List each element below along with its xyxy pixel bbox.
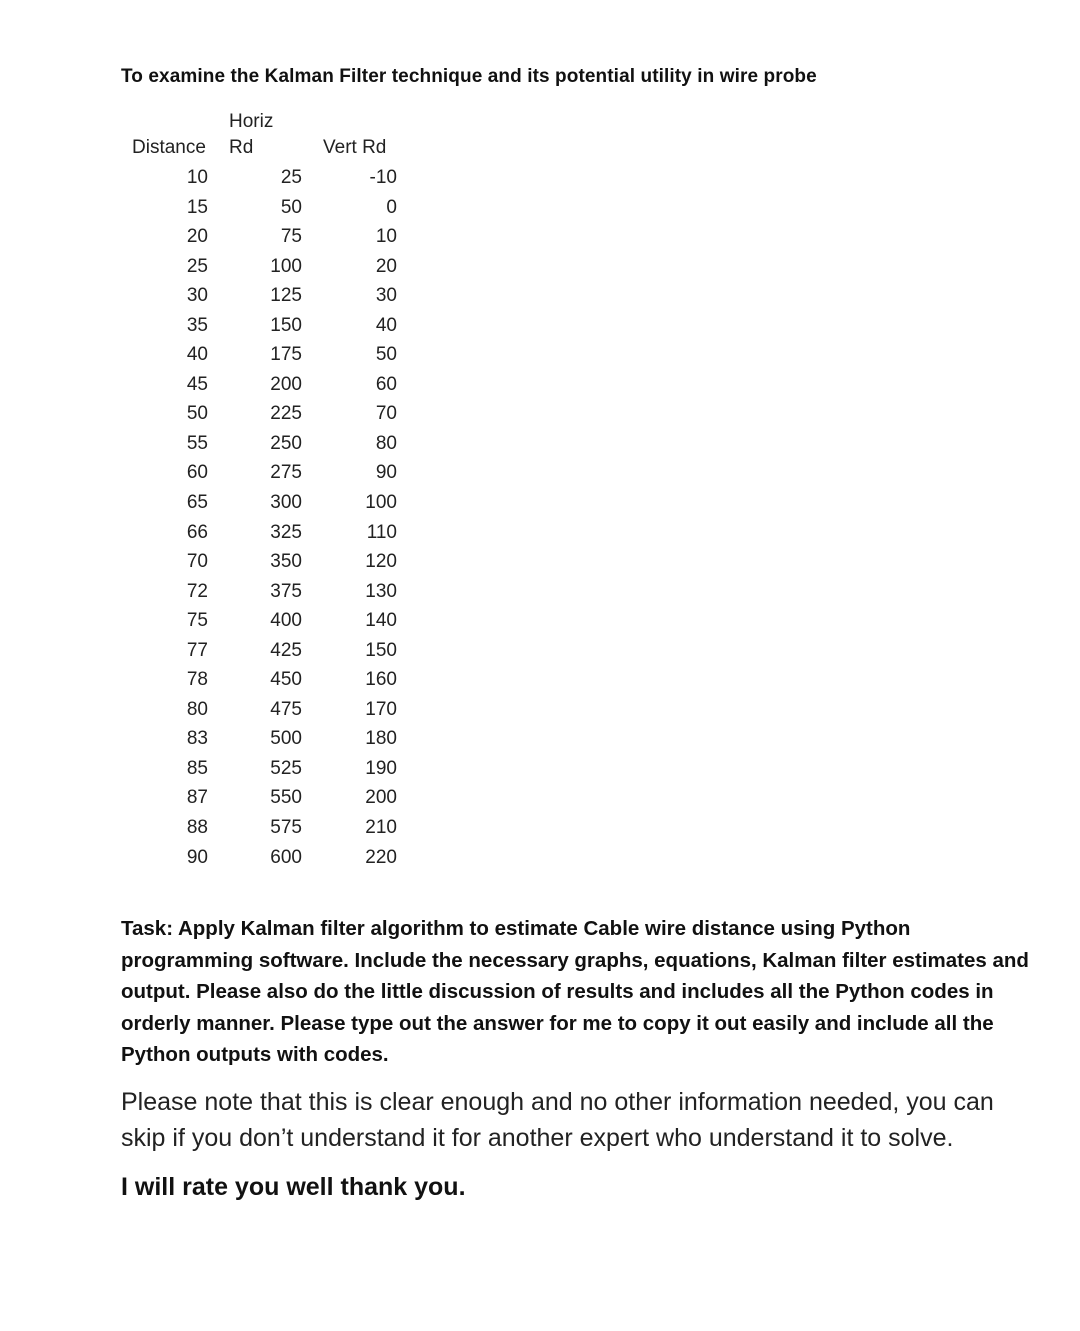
table-row (0, 696, 460, 726)
table-row (0, 666, 460, 696)
distance-cell: 75 (186, 610, 208, 632)
distance-cell: 85 (186, 757, 208, 779)
table-row (0, 371, 460, 401)
table-row (0, 519, 460, 549)
distance-cell: 66 (186, 521, 208, 543)
vert-rd-cell: 10 (375, 226, 397, 248)
horiz-rd-cell: 425 (270, 639, 302, 661)
horiz-rd-cell: 475 (270, 698, 302, 720)
vert-rd-cell: 130 (365, 580, 397, 602)
vert-rd-cell: 70 (375, 403, 397, 425)
table-row (0, 223, 460, 253)
vert-rd-cell: 80 (375, 432, 397, 454)
distance-cell: 80 (186, 698, 208, 720)
vert-rd-cell: 60 (375, 373, 397, 395)
distance-cell: 35 (186, 314, 208, 336)
distance-cell: 50 (186, 403, 208, 425)
vert-rd-cell: 110 (366, 521, 397, 543)
horiz-rd-cell: 600 (270, 846, 302, 868)
header-distance: Distance (132, 137, 206, 158)
distance-cell: 87 (186, 787, 208, 809)
distance-cell: 60 (186, 462, 208, 484)
vert-rd-cell: -10 (369, 167, 397, 188)
vert-rd-cell: 140 (365, 610, 397, 632)
distance-cell: 70 (186, 551, 208, 573)
distance-cell: 83 (186, 728, 208, 750)
distance-cell: 72 (186, 580, 208, 602)
horiz-rd-cell: 375 (270, 580, 302, 602)
table-row (0, 814, 460, 844)
horiz-rd-cell: 525 (270, 757, 302, 779)
table-row (0, 755, 460, 785)
distance-cell: 30 (186, 285, 208, 307)
table-row (0, 725, 460, 755)
horiz-rd-cell: 125 (270, 285, 302, 307)
table-row (0, 164, 460, 194)
horiz-rd-cell: 250 (270, 432, 302, 454)
vert-rd-cell: 40 (375, 314, 397, 336)
vert-rd-cell: 200 (365, 787, 397, 809)
header-horiz-line1: Horiz (229, 111, 274, 132)
distance-cell: 90 (186, 846, 208, 868)
vert-rd-cell: 160 (365, 669, 397, 691)
vert-rd-cell: 210 (365, 817, 397, 839)
horiz-rd-cell: 300 (270, 492, 302, 514)
horiz-rd-cell: 25 (280, 167, 302, 188)
vert-rd-cell: 100 (365, 492, 397, 514)
distance-cell: 10 (186, 167, 208, 188)
vert-rd-cell: 150 (365, 639, 397, 661)
table-row (0, 784, 460, 814)
horiz-rd-cell: 225 (270, 403, 302, 425)
header-horiz-line2: Rd (229, 137, 254, 158)
distance-cell: 40 (186, 344, 208, 366)
header-vert: Vert Rd (323, 137, 387, 158)
distance-cell: 20 (186, 226, 208, 248)
horiz-rd-cell: 50 (280, 196, 302, 218)
closing-text: I will rate you well thank you. (121, 1173, 466, 1201)
vert-rd-cell: 120 (365, 551, 397, 573)
table-row (0, 844, 460, 874)
table-row (0, 489, 460, 519)
horiz-rd-cell: 550 (270, 787, 302, 809)
vert-rd-cell: 220 (365, 846, 397, 868)
vert-rd-cell: 170 (365, 698, 397, 720)
horiz-rd-cell: 75 (280, 226, 302, 248)
table-row (0, 430, 460, 460)
table-row (0, 637, 460, 667)
distance-cell: 77 (186, 639, 208, 661)
vert-rd-cell: 0 (386, 196, 397, 218)
horiz-rd-cell: 175 (270, 344, 302, 366)
horiz-rd-cell: 575 (270, 817, 302, 839)
vert-rd-cell: 90 (375, 462, 397, 484)
vert-rd-cell: 180 (365, 728, 397, 750)
horiz-rd-cell: 275 (270, 462, 302, 484)
horiz-rd-cell: 350 (270, 551, 302, 573)
horiz-rd-cell: 200 (270, 373, 302, 395)
table-row (0, 282, 460, 312)
horiz-rd-cell: 500 (270, 728, 302, 750)
table-row (0, 459, 460, 489)
table-row (0, 194, 460, 224)
horiz-rd-cell: 400 (270, 610, 302, 632)
horiz-rd-cell: 150 (270, 314, 302, 336)
vert-rd-cell: 20 (375, 255, 397, 277)
table-row (0, 341, 460, 371)
horiz-rd-cell: 100 (270, 255, 302, 277)
note-text: Please note that this is clear enough and no other information needed, you can skip if you don’t understand it for another expert who understand it to solve. (121, 1088, 994, 1152)
vert-rd-cell: 190 (365, 757, 397, 779)
horiz-rd-cell: 450 (270, 669, 302, 691)
distance-cell: 25 (186, 255, 208, 277)
table-row (0, 312, 460, 342)
distance-cell: 55 (186, 432, 208, 454)
data-table (0, 164, 460, 873)
distance-cell: 78 (186, 669, 208, 691)
distance-cell: 45 (186, 373, 208, 395)
table-row (0, 548, 460, 578)
table-row (0, 607, 460, 637)
distance-cell: 15 (186, 196, 208, 218)
vert-rd-cell: 30 (375, 285, 397, 307)
distance-cell: 65 (186, 492, 208, 514)
table-row (0, 400, 460, 430)
table-row (0, 578, 460, 608)
page-title: To examine the Kalman Filter technique and its potential utility in wire probe (121, 66, 817, 87)
distance-cell: 88 (186, 817, 208, 839)
vert-rd-cell: 50 (375, 344, 397, 366)
task-text: Task: Apply Kalman filter algorithm to estimate Cable wire distance using Python programming software. Include the necessary graphs, equations, Kalman filter estimates and output. Please also do the little discussion of results and includes all the Python codes in orderly manner. Please type out the answer for me to copy it out easily and include all the Python outputs with codes. (121, 917, 1029, 1066)
horiz-rd-cell: 325 (270, 521, 302, 543)
table-row (0, 253, 460, 283)
